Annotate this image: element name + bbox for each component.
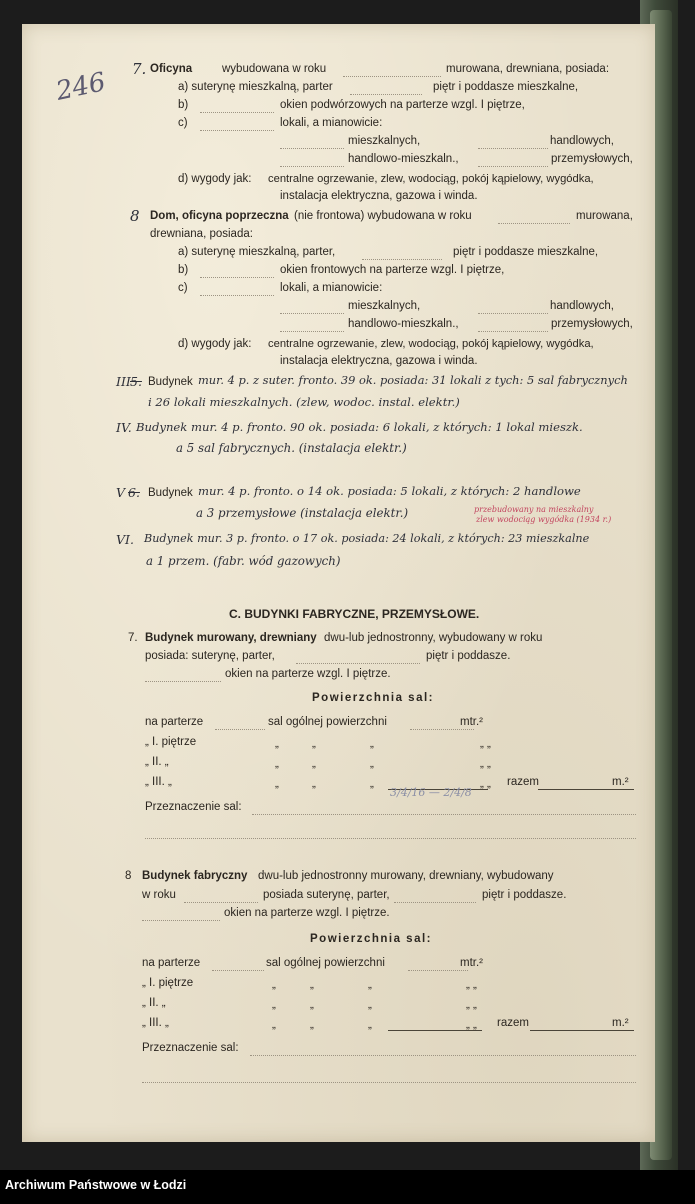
oficyna-handlowych: handlowych,	[550, 135, 614, 147]
fill-line	[250, 1055, 636, 1056]
fill-line	[200, 130, 274, 131]
q7-okien: okien na parterze wzgl. I piętrze.	[225, 668, 391, 680]
entry-5-line2: a 3 przemysłowe (instalacja elektr.)	[196, 506, 409, 520]
poprzeczna-b-rest: okien frontowych na parterze wzgl. I piętrze,	[280, 264, 505, 276]
entry-3-marker: III	[116, 374, 131, 389]
poprzeczna-title: Dom, oficyna poprzeczna	[150, 210, 289, 222]
fill-line	[362, 259, 442, 260]
q7-posiada: posiada: suterynę, parter,	[145, 650, 275, 662]
q8-number: 8	[125, 870, 132, 882]
q7-number: 7.	[128, 632, 138, 644]
poprzeczna-mat1: murowana,	[576, 210, 633, 222]
entry-3-label: Budynek	[148, 376, 193, 388]
poprzeczna-b: b)	[178, 264, 189, 276]
q8-q: „	[310, 979, 314, 991]
q7-q: „	[275, 778, 279, 790]
q8-przeznaczenie: Przeznaczenie sal:	[142, 1042, 239, 1054]
fill-line	[212, 970, 264, 971]
oficyna-built: wybudowana w roku	[222, 63, 327, 75]
oficyna-a-rest: piętr i poddasze mieszkalne,	[433, 81, 579, 93]
oficyna-material: murowana, drewniana, posiada:	[446, 63, 610, 75]
poprzeczna-c-rest: lokali, a mianowicie:	[280, 282, 383, 294]
q8-qq: „ „	[466, 999, 477, 1011]
q7-qq: „ „	[480, 738, 491, 750]
poprzeczna-a: a) suterynę mieszkalną, parter,	[178, 246, 336, 258]
faint-stamp: 3/4/16 — 2/4/8	[390, 786, 472, 799]
q8-qq: „ „	[466, 1019, 477, 1031]
poprzeczna-marker: 8	[130, 207, 140, 225]
q8-sal: sal ogólnej powierzchni	[266, 957, 385, 969]
q7-razem: razem	[507, 776, 539, 788]
poprzeczna-a-rest: piętr i poddasze mieszkalne,	[453, 246, 599, 258]
total-line	[530, 1030, 634, 1031]
q8-qq: „ „	[466, 979, 477, 991]
q8-okien: okien na parterze wzgl. I piętrze.	[224, 907, 390, 919]
q7-rest: dwu-lub jednostronny, wybudowany w roku	[324, 632, 543, 644]
fill-line	[280, 313, 344, 314]
q7-sal: sal ogólnej powierzchni	[268, 716, 387, 728]
entry-4-marker: IV.	[116, 420, 132, 435]
entry-6-marker: VI.	[116, 532, 134, 547]
q8-pietr: piętr i poddasze.	[482, 889, 567, 901]
q7-iii: „ III. „	[145, 776, 172, 788]
oficyna-d-list: centralne ogrzewanie, zlew, wodociąg, pokój kąpielowy, wygódka,	[268, 173, 594, 185]
oficyna-b-rest: okien podwórzowych na parterze wzgl. I piętrze,	[280, 99, 525, 111]
archive-label: Archiwum Państwowe w Łodzi	[5, 1178, 187, 1192]
fill-line	[410, 729, 474, 730]
q7-q: „	[312, 738, 316, 750]
q8-q: „	[368, 999, 372, 1011]
entry-5-marker: V	[116, 485, 126, 500]
poprzeczna-handl-mieszk: handlowo-mieszkaln.,	[348, 318, 459, 330]
oficyna-c: c)	[178, 117, 188, 129]
fill-line	[200, 295, 274, 296]
q8-i-pietrze: „ I. piętrze	[142, 977, 194, 989]
entry-5-line1: mur. 4 p. fronto. o 14 ok. posiada: 5 lokali, z których: 2 handlowe	[198, 484, 581, 498]
q8-razem: razem	[497, 1017, 529, 1029]
fill-line	[145, 838, 636, 839]
fill-line	[408, 970, 468, 971]
q7-q: „	[275, 758, 279, 770]
oficyna-d: d) wygody jak:	[178, 173, 252, 185]
entry-4-line1: Budynek mur. 4 p. fronto. 90 ok. posiada: 6 lokali, z których: 1 lokal mieszk.	[136, 420, 583, 434]
q7-ii: „ II. „	[145, 756, 169, 768]
fill-line	[394, 902, 476, 903]
q7-q: „	[370, 738, 374, 750]
q7-q: „	[312, 778, 316, 790]
poprzeczna-przemyslowych: przemysłowych,	[551, 318, 633, 330]
q7-pow-title: Powierzchnia sal:	[312, 692, 435, 704]
q7-m2: m.²	[612, 776, 629, 788]
fill-line	[280, 331, 344, 332]
oficyna-d-list2: instalacja elektryczna, gazowa i winda.	[280, 190, 478, 202]
q7-pietr: piętr i poddasze.	[426, 650, 511, 662]
q7-q: „	[312, 758, 316, 770]
poprzeczna-rest: (nie frontowa) wybudowana w roku	[294, 210, 472, 222]
poprzeczna-c: c)	[178, 282, 188, 294]
poprzeczna-mat2: drewniana, posiada:	[150, 228, 253, 240]
oficyna-a: a) suterynę mieszkalną, parter	[178, 81, 333, 93]
entry-3-line1: mur. 4 p. z suter. fronto. 39 ok. posiada: 31 lokali z tych: 5 sal fabrycznych	[198, 373, 628, 387]
entry-4-line2: a 5 sal fabrycznych. (instalacja elektr.)	[176, 441, 407, 455]
page-number: 246	[53, 67, 109, 107]
total-line	[538, 789, 634, 790]
q7-mtr: mtr.²	[460, 716, 483, 728]
q7-q: „	[370, 758, 374, 770]
fill-line	[145, 681, 221, 682]
entry-5-label: Budynek	[148, 487, 193, 499]
fill-line	[296, 663, 420, 664]
q7-title: Budynek murowany, drewniany	[145, 632, 317, 644]
fill-line	[280, 148, 344, 149]
entry-6-line1: Budynek mur. 3 p. fronto. o 17 ok. posiada: 24 lokali, z których: 23 mieszkalne	[144, 532, 590, 545]
fill-line	[478, 148, 548, 149]
q7-qq: „ „	[480, 778, 491, 790]
q8-iii: „ III. „	[142, 1017, 169, 1029]
fill-line	[498, 223, 570, 224]
oficyna-handl-mieszk: handlowo-mieszkaln.,	[348, 153, 459, 165]
q8-rest: dwu-lub jednostronny murowany, drewniany, wybudowany	[258, 870, 554, 882]
oficyna-title: Oficyna	[150, 63, 193, 75]
q8-posiada: posiada suterynę, parter,	[263, 889, 390, 901]
q8-m2: m.²	[612, 1017, 629, 1029]
entry-3-number: 5.	[130, 374, 142, 389]
poprzeczna-d-list: centralne ogrzewanie, zlew, wodociąg, pokój kąpielowy, wygódka,	[268, 338, 594, 350]
q8-q: „	[310, 999, 314, 1011]
entry-3-line2: i 26 lokali mieszkalnych. (zlew, wodoc. instal. elektr.)	[148, 395, 460, 409]
q8-wroku: w roku	[142, 889, 176, 901]
q8-ii: „ II. „	[142, 997, 166, 1009]
q8-q: „	[310, 1019, 314, 1031]
entry-5-red-note2: zlew wodociąg wygódka (1934 r.)	[476, 515, 612, 524]
q7-parterze: na parterze	[145, 716, 204, 728]
fill-line	[478, 166, 548, 167]
q7-q: „	[275, 738, 279, 750]
fill-line	[142, 1082, 636, 1083]
q7-i-pietrze: „ I. piętrze	[145, 736, 197, 748]
oficyna-b: b)	[178, 99, 189, 111]
fill-line	[478, 313, 548, 314]
oficyna-c-rest: lokali, a mianowicie:	[280, 117, 383, 129]
fill-line	[142, 920, 220, 921]
q7-qq: „ „	[480, 758, 491, 770]
fill-line	[350, 94, 422, 95]
fill-line	[200, 277, 274, 278]
poprzeczna-handlowych: handlowych,	[550, 300, 614, 312]
q8-q: „	[272, 979, 276, 991]
oficyna-przemyslowych: przemysłowych,	[551, 153, 633, 165]
total-line	[388, 1030, 482, 1031]
oficyna-mieszkalnych: mieszkalnych,	[348, 135, 421, 147]
q8-q: „	[272, 1019, 276, 1031]
fill-line	[252, 814, 636, 815]
q8-q: „	[272, 999, 276, 1011]
entry-6-line2: a 1 przem. (fabr. wód gazowych)	[146, 554, 341, 568]
q8-q: „	[368, 1019, 372, 1031]
fill-line	[280, 166, 344, 167]
poprzeczna-mieszkalnych: mieszkalnych,	[348, 300, 421, 312]
q7-przeznaczenie: Przeznaczenie sal:	[145, 801, 242, 813]
fill-line	[343, 76, 441, 77]
q7-q: „	[370, 778, 374, 790]
q8-parterze: na parterze	[142, 957, 201, 969]
entry-5-red-note1: przebudowany na mieszkalny	[474, 505, 594, 514]
fill-line	[215, 729, 265, 730]
poprzeczna-d: d) wygody jak:	[178, 338, 252, 350]
q8-title: Budynek fabryczny	[142, 870, 248, 882]
fill-line	[478, 331, 548, 332]
q8-pow-title: Powierzchnia sal:	[310, 933, 433, 945]
entry-5-number: 6.	[128, 485, 140, 500]
poprzeczna-d-list2: instalacja elektryczna, gazowa i winda.	[280, 355, 478, 367]
q8-mtr: mtr.²	[460, 957, 483, 969]
fill-line	[184, 902, 258, 903]
section-c-heading: C. BUDYNKI FABRYCZNE, PRZEMYSŁOWE.	[229, 607, 480, 621]
q8-q: „	[368, 979, 372, 991]
fill-line	[200, 112, 274, 113]
oficyna-marker: 7.	[132, 60, 147, 78]
